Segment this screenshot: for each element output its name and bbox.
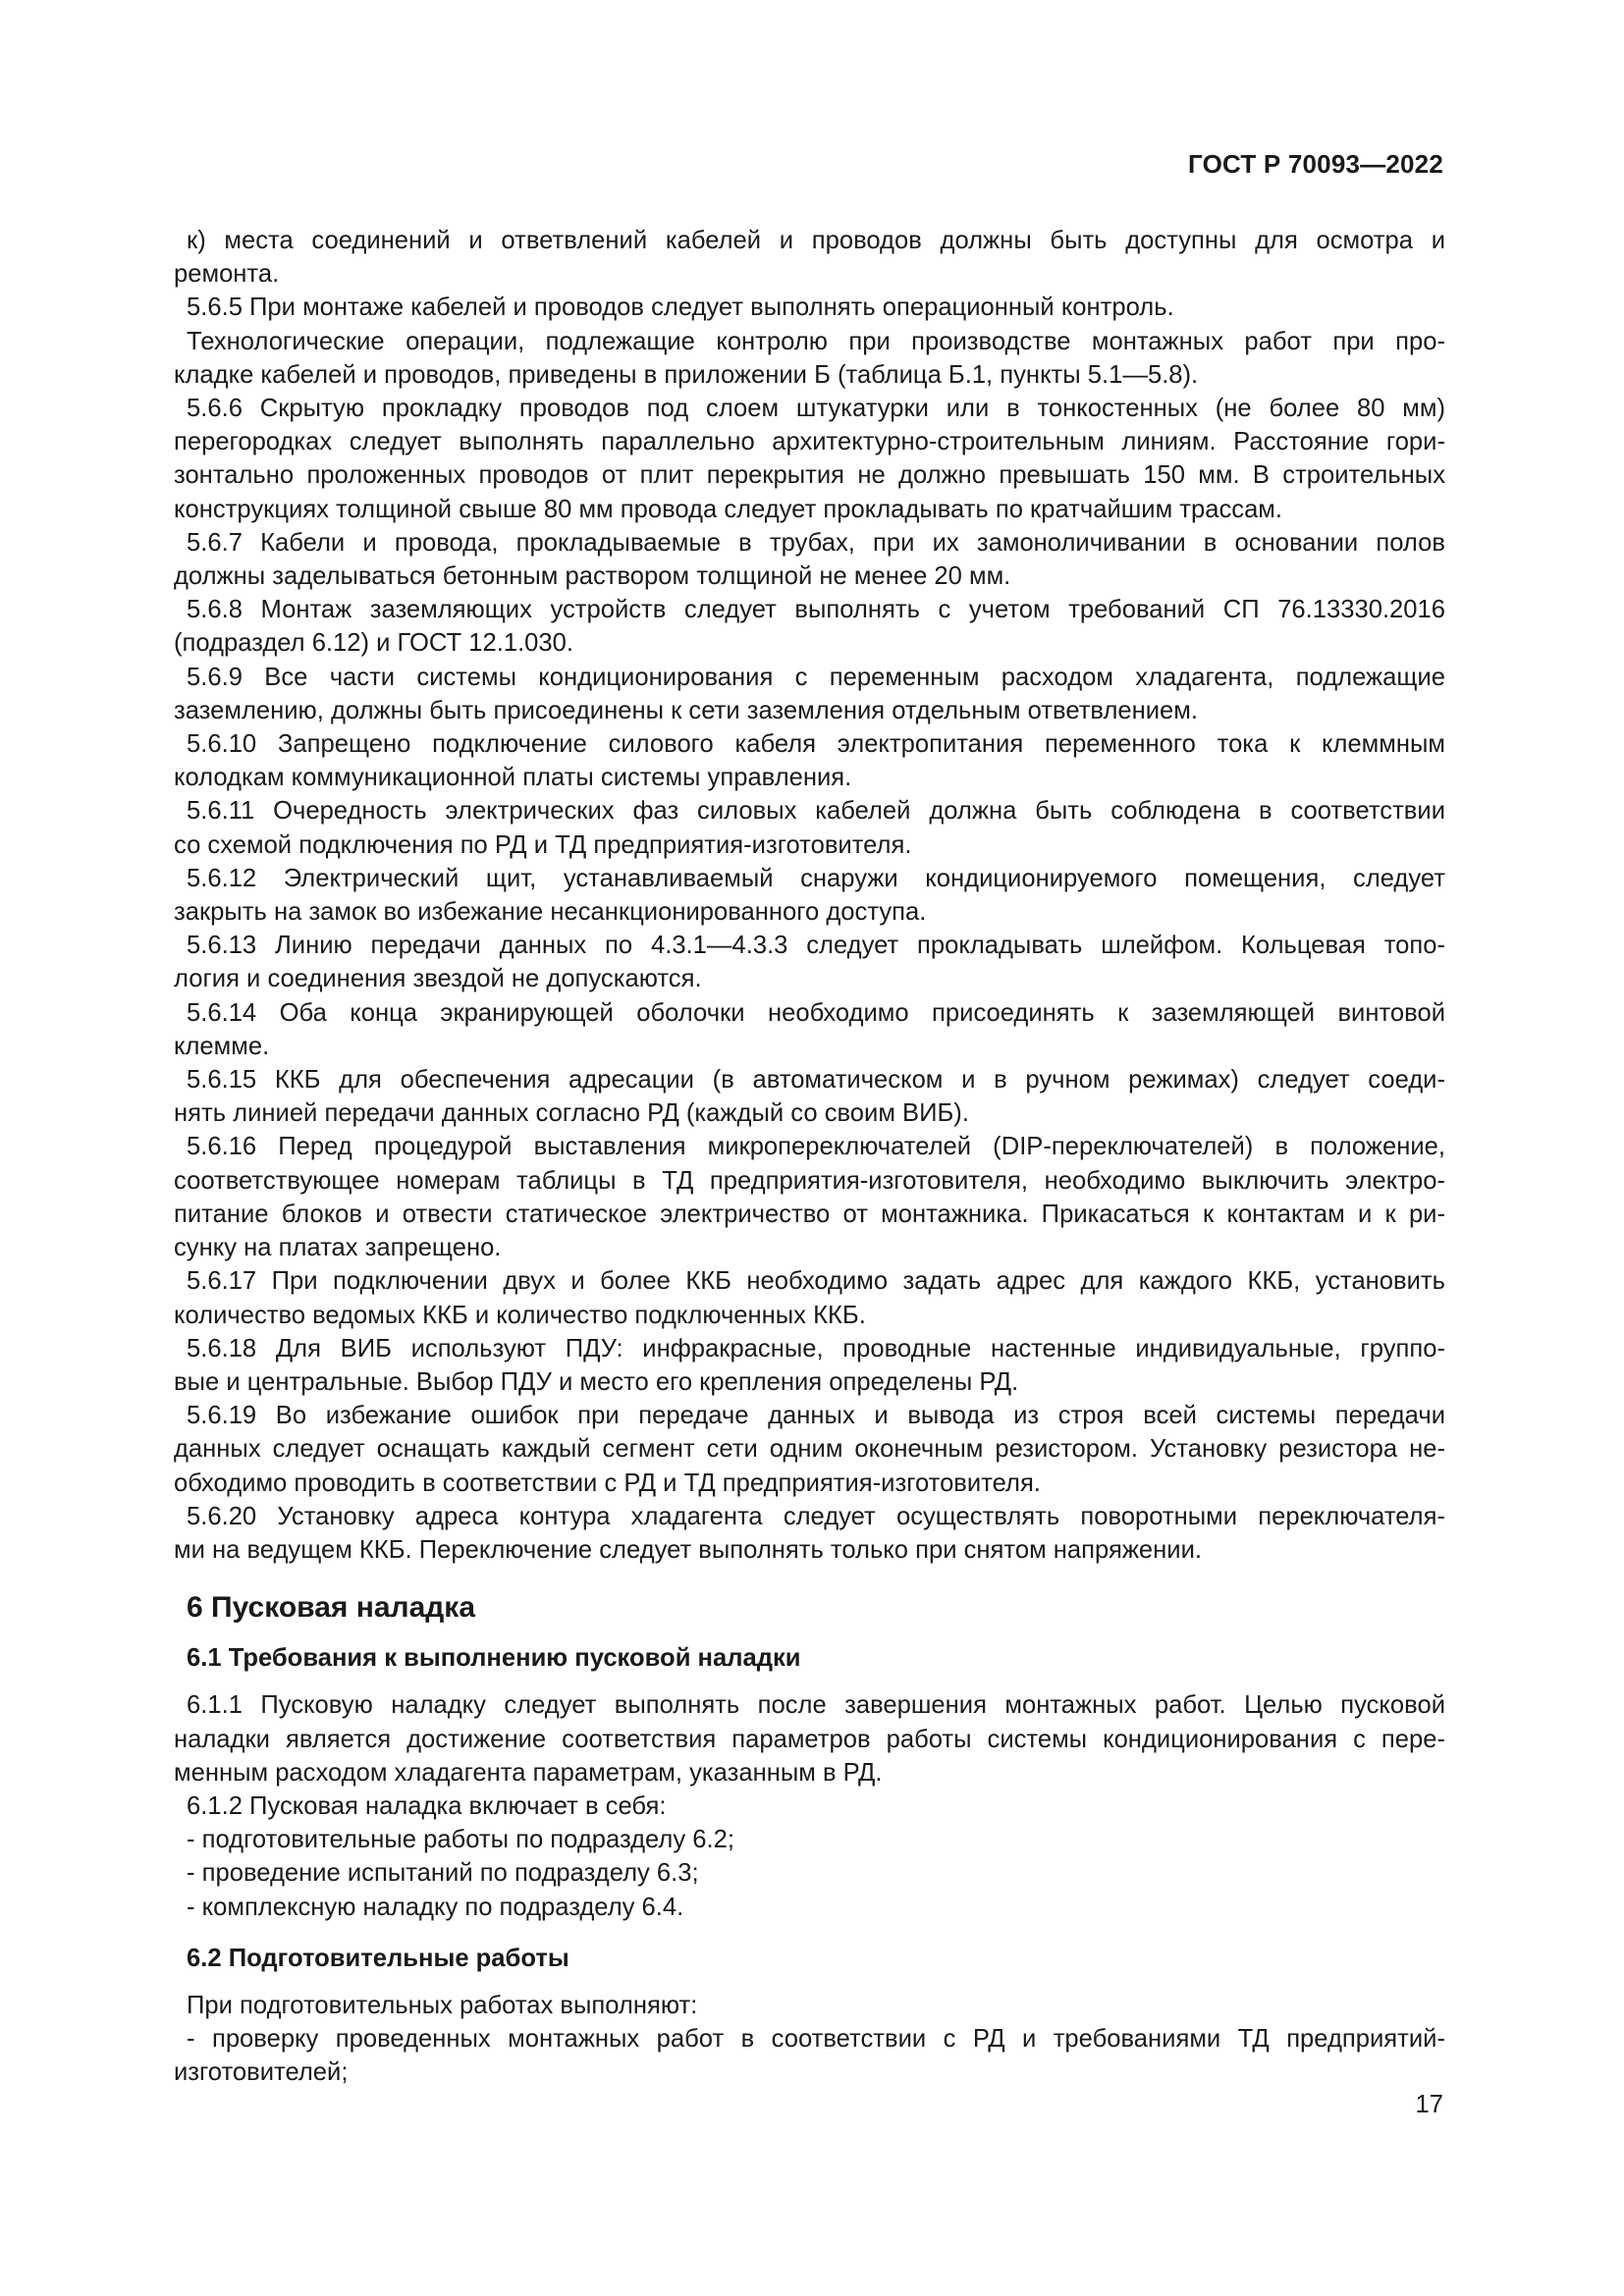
text-line: количество ведомых ККБ и количество подключенных ККБ. bbox=[174, 1301, 866, 1329]
text-line: к) места соединений и ответвлений кабелей и проводов должны быть доступны для осмотра и bbox=[187, 227, 1445, 254]
paragraph-5-6-11 bbox=[174, 794, 1445, 861]
text-line: 5.6.7 Кабели и провода, прокладываемые в трубах, при их замоноличивании в основании полов bbox=[187, 528, 1445, 557]
subsection-6-1-heading: 6.1 Требования к выполнению пусковой наладки bbox=[187, 1644, 801, 1673]
text-line: 5.6.18 Для ВИБ используют ПДУ: инфракрасные, проводные настенные индивидуальные, группо- bbox=[187, 1334, 1445, 1362]
text-line: 5.6.5 При монтаже кабелей и проводов следует выполнять операционный контроль. bbox=[187, 294, 1174, 322]
text-line: кладке кабелей и проводов, приведены в приложении Б (таблица Б.1, пункты 5.1—5.8). bbox=[174, 360, 1199, 389]
text-line: должны заделываться бетонным раствором толщиной не менее 20 мм. bbox=[174, 562, 1011, 591]
text-line: 5.6.9 Все части системы кондиционирования с переменным расходом хладагента, подлежащие bbox=[187, 663, 1445, 691]
spacer bbox=[174, 1628, 1445, 1641]
text-line: 5.6.12 Электрический щит, устанавливаемый снаружи кондиционируемого помещения, следует bbox=[187, 864, 1445, 892]
paragraph-5-6-19 bbox=[174, 1399, 1445, 1500]
text-line: закрыть на замок во избежание несанкционированного доступа. bbox=[174, 898, 927, 927]
list-item: - подготовительные работы по подразделу 6.2; bbox=[187, 1826, 734, 1854]
page-number: 17 bbox=[1415, 2091, 1443, 2118]
text-line: зонтально проложенных проводов от плит перекрытия не должно превышать 150 мм. В строительных bbox=[174, 461, 1445, 490]
text-line: сунку на платах запрещено. bbox=[174, 1234, 502, 1262]
section-6-heading: 6 Пусковая наладка bbox=[187, 1591, 476, 1625]
paragraph-5-6-14 bbox=[174, 996, 1445, 1063]
paragraph-5-6-9 bbox=[174, 661, 1445, 727]
text-line: нять линией передачи данных согласно РД (каждый со своим ВИБ). bbox=[174, 1099, 969, 1128]
text-line: 5.6.19 Во избежание ошибок при передаче данных и вывода из строя всей системы передачи bbox=[187, 1402, 1445, 1430]
text-line: конструкциях толщиной свыше 80 мм провода следует прокладывать по кратчайшим трассам. bbox=[174, 495, 1283, 523]
spacer bbox=[174, 1567, 1445, 1588]
paragraph-5-6-15 bbox=[174, 1063, 1445, 1130]
subsection-6-2-heading: 6.2 Подготовительные работы bbox=[187, 1944, 569, 1972]
text-line: 5.6.17 При подключении двух и более ККБ необходимо задать адрес для каждого ККБ, установить bbox=[187, 1267, 1445, 1296]
paragraph-5-6-16 bbox=[174, 1130, 1445, 1264]
text-line: со схемой подключения по РД и ТД предприятия-изготовителя. bbox=[174, 830, 912, 859]
text-line: заземлению, должны быть присоединены к сети заземления отдельным ответвлением. bbox=[174, 696, 1198, 724]
paragraph-5-6-5 bbox=[174, 291, 1445, 324]
text-line: перегородках следует выполнять параллельно архитектурно-строительным линиям. Расстояние гори- bbox=[174, 428, 1445, 456]
text-line: данных следует оснащать каждый сегмент сети одним оконечным резистором. Установку резистора не- bbox=[174, 1435, 1445, 1464]
paragraph-k bbox=[174, 224, 1445, 291]
text-line: изготовителей; bbox=[174, 2058, 349, 2087]
text-line: ми на ведущем ККБ. Переключение следует выполнять только при снятом напряжении. bbox=[174, 1535, 1203, 1564]
text-line: колодкам коммуникационной платы системы управления. bbox=[174, 764, 852, 792]
text-line: логия и соединения звездой не допускаются. bbox=[174, 965, 702, 993]
text-line: 5.6.15 ККБ для обеспечения адресации (в автоматическом и в ручном режимах) следует соеди- bbox=[187, 1066, 1445, 1095]
text-line: вые и центральные. Выбор ПДУ и место его крепления определены РД. bbox=[174, 1367, 1019, 1396]
text-line: 5.6.14 Оба конца экранирующей оболочки необходимо присоединять к заземляющей винтовой bbox=[187, 998, 1445, 1027]
paragraph-6-1-2 bbox=[174, 1789, 1445, 1823]
text-line: 6.1.2 Пусковая наладка включает в себя: bbox=[187, 1791, 667, 1820]
text-line: ремонта. bbox=[174, 260, 280, 289]
text-line: - проверку проведенных монтажных работ в соответствии с РД и требованиями ТД предприятий- bbox=[187, 2025, 1445, 2054]
paragraph-5-6-8 bbox=[174, 593, 1445, 660]
paragraph-5-6-18 bbox=[174, 1332, 1445, 1399]
paragraph-5-6-6 bbox=[174, 392, 1445, 526]
paragraph-6-2-item bbox=[174, 2022, 1445, 2089]
text-line: 5.6.6 Скрытую прокладку проводов под слоем штукатурки или в тонкостенных (не более 80 мм) bbox=[187, 395, 1445, 423]
spacer bbox=[174, 1924, 1445, 1942]
text-line: 5.6.10 Запрещено подключение силового кабеля электропитания переменного тока к клеммным bbox=[187, 730, 1445, 759]
paragraph-6-2-intro bbox=[174, 1989, 1445, 2022]
text-line: клемме. bbox=[174, 1032, 270, 1060]
paragraph-5-6-13 bbox=[174, 929, 1445, 995]
text-line: наладки является достижение соответствия параметров работы системы кондиционирования с пере- bbox=[174, 1725, 1445, 1753]
spacer bbox=[174, 1675, 1445, 1688]
spacer bbox=[174, 1975, 1445, 1989]
paragraph-6-1-1 bbox=[174, 1688, 1445, 1789]
text-line: При подготовительных работах выполняют: bbox=[187, 1991, 698, 2019]
text-line: 6.1.1 Пусковую наладку следует выполнять после завершения монтажных работ. Целью пусковой bbox=[187, 1691, 1445, 1720]
text-line: 5.6.8 Монтаж заземляющих устройств следует выполнять с учетом требований СП 76.13330.2016 bbox=[187, 596, 1445, 624]
text-line: соответствующее номерам таблицы в ТД предприятия-изготовителя, необходимо выключить электро- bbox=[174, 1166, 1445, 1195]
text-line: менным расходом хладагента параметрам, указанным в РД. bbox=[174, 1758, 883, 1787]
text-line: 5.6.20 Установку адреса контура хладагента следует осуществлять поворотными переключателя- bbox=[187, 1502, 1445, 1530]
paragraph-5-6-20 bbox=[174, 1500, 1445, 1567]
text-line: 5.6.13 Линию передачи данных по 4.3.1—4.3.3 следует прокладывать шлейфом. Кольцевая топо- bbox=[187, 932, 1445, 960]
paragraph-5-6-10 bbox=[174, 727, 1445, 794]
list-item: - проведение испытаний по подразделу 6.3; bbox=[187, 1859, 699, 1888]
paragraph-technological-operations bbox=[174, 325, 1445, 392]
list-item: - комплексную наладку по подразделу 6.4. bbox=[187, 1893, 684, 1921]
list-6-1-2 bbox=[174, 1823, 1445, 1924]
text-line: (подраздел 6.12) и ГОСТ 12.1.030. bbox=[174, 629, 573, 658]
text-line: обходимо проводить в соответствии с РД и ТД предприятия-изготовителя. bbox=[174, 1468, 1041, 1497]
document-body bbox=[174, 224, 1445, 2090]
paragraph-5-6-12 bbox=[174, 862, 1445, 929]
text-line: Технологические операции, подлежащие контролю при производстве монтажных работ при про- bbox=[187, 327, 1445, 355]
document-code-header: ГОСТ Р 70093—2022 bbox=[1188, 149, 1443, 179]
paragraph-5-6-7 bbox=[174, 526, 1445, 593]
text-line: 5.6.11 Очередность электрических фаз силовых кабелей должна быть соблюдена в соответствии bbox=[187, 797, 1445, 826]
text-line: 5.6.16 Перед процедурой выставления микропереключателей (DIP-переключателей) в положение, bbox=[187, 1133, 1445, 1161]
text-line: питание блоков и отвести статическое электричество от монтажника. Прикасаться к контактам и к ри- bbox=[174, 1200, 1445, 1228]
paragraph-5-6-17 bbox=[174, 1264, 1445, 1331]
